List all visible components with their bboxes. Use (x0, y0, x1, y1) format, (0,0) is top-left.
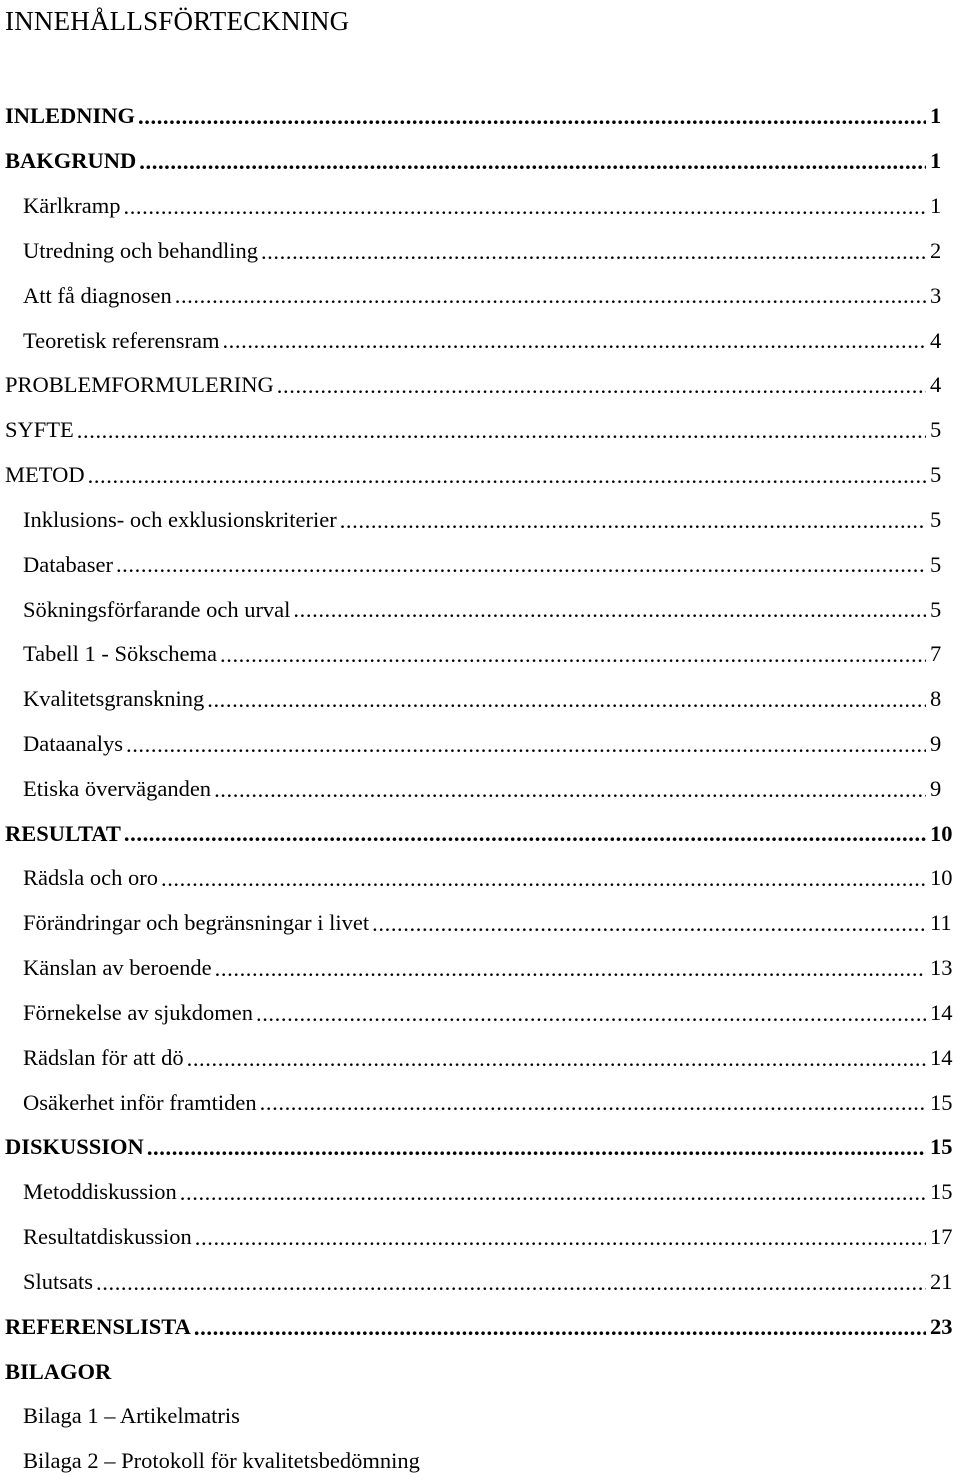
toc-entry[interactable] (0, 766, 960, 811)
page-title: INNEHÅLLSFÖRTECKNING (5, 6, 350, 36)
toc-entry[interactable] (0, 901, 960, 946)
toc-entry-page-number: 15 (930, 1089, 953, 1115)
toc-entry-page-number: 14 (930, 1044, 953, 1070)
toc-entry-page-number: 15 (930, 1134, 953, 1160)
toc-entry-page-number: 10 (930, 865, 953, 891)
toc-entry-label: PROBLEMFORMULERING (5, 372, 274, 398)
toc-entry[interactable] (0, 363, 960, 408)
toc-dot-leader (215, 958, 926, 981)
toc-dot-leader (175, 285, 926, 308)
toc-entry-label: Förnekelse av sjukdomen (23, 999, 253, 1025)
toc-entry-page-number: 23 (930, 1313, 953, 1339)
toc-entry-label: Metoddiskussion (23, 1179, 177, 1205)
toc-entry[interactable] (0, 856, 960, 901)
toc-entry-label: Utredning och behandling (23, 237, 258, 263)
toc-entry-page-number: 1 (930, 148, 942, 174)
toc-dot-leader (147, 1137, 926, 1160)
toc-entry[interactable] (0, 632, 960, 677)
toc-dot-leader (222, 330, 926, 353)
toc-entry-page-number: 17 (930, 1224, 953, 1250)
toc-entry-page-number: 13 (930, 955, 953, 981)
toc-entry-page-number: 4 (930, 327, 942, 353)
toc-entry[interactable] (0, 273, 960, 318)
toc-dot-leader (194, 1317, 926, 1340)
toc-entry-page-number: 11 (930, 910, 952, 936)
toc-entry-label: Bilaga 1 – Artikelmatris (23, 1403, 240, 1429)
toc-entry[interactable] (0, 1349, 960, 1394)
toc-dot-leader (340, 510, 926, 533)
toc-entry-page-number: 21 (930, 1268, 953, 1294)
toc-dot-leader (187, 1048, 926, 1071)
toc-dot-leader (256, 1003, 926, 1026)
toc-dot-leader (123, 196, 926, 219)
toc-entry[interactable] (0, 811, 960, 856)
toc-entry[interactable] (0, 408, 960, 453)
toc-entry[interactable] (0, 318, 960, 363)
toc-entry[interactable] (0, 542, 960, 587)
table-of-contents (0, 94, 960, 1484)
toc-dot-leader (77, 420, 926, 443)
toc-entry-page-number: 1 (930, 103, 942, 129)
toc-entry[interactable] (0, 228, 960, 273)
toc-entry-page-number: 5 (930, 417, 942, 443)
toc-entry[interactable] (0, 1394, 960, 1439)
toc-entry[interactable] (0, 453, 960, 498)
toc-entry-label: Att få diagnosen (23, 282, 172, 308)
toc-entry-label: Känslan av beroende (23, 955, 212, 981)
toc-entry[interactable] (0, 722, 960, 767)
toc-dot-leader (261, 241, 926, 264)
toc-entry[interactable] (0, 1170, 960, 1215)
toc-dot-leader (126, 734, 926, 757)
toc-entry-page-number: 9 (930, 775, 942, 801)
toc-dot-leader (372, 913, 926, 936)
toc-entry[interactable] (0, 587, 960, 632)
toc-entry[interactable] (0, 1125, 960, 1170)
toc-entry-label: Resultatdiskussion (23, 1224, 192, 1250)
toc-entry[interactable] (0, 677, 960, 722)
toc-entry[interactable] (0, 1260, 960, 1305)
toc-dot-leader (214, 779, 926, 802)
toc-entry[interactable] (0, 991, 960, 1036)
toc-entry[interactable] (0, 1439, 960, 1484)
toc-entry[interactable] (0, 1215, 960, 1260)
toc-dot-leader (96, 1272, 926, 1295)
toc-entry-label: REFERENSLISTA (5, 1313, 191, 1339)
toc-entry-label: BILAGOR (5, 1358, 112, 1384)
toc-entry-label: RESULTAT (5, 820, 121, 846)
toc-entry-page-number: 5 (930, 551, 942, 577)
toc-dot-leader (139, 151, 926, 174)
toc-entry-label: Slutsats (23, 1268, 94, 1294)
toc-entry-label: Tabell 1 - Sökschema (23, 641, 217, 667)
toc-entry-label: METOD (5, 462, 85, 488)
toc-entry-page-number: 8 (930, 686, 942, 712)
toc-entry-page-number: 1 (930, 193, 942, 219)
toc-entry-label: SYFTE (5, 417, 74, 443)
toc-entry-page-number: 7 (930, 641, 942, 667)
toc-entry-page-number: 15 (930, 1179, 953, 1205)
toc-entry-page-number: 5 (930, 506, 942, 532)
toc-entry-label: Osäkerhet inför framtiden (23, 1089, 257, 1115)
toc-entry-label: Rädsla och oro (23, 865, 158, 891)
toc-entry-label: Inklusions- och exklusionskriterier (23, 506, 337, 532)
toc-dot-leader (161, 868, 926, 891)
toc-entry-page-number: 2 (930, 237, 942, 263)
toc-entry[interactable] (0, 1035, 960, 1080)
toc-entry-page-number: 4 (930, 372, 942, 398)
toc-dot-leader (207, 689, 926, 712)
toc-dot-leader (138, 106, 926, 129)
toc-entry[interactable] (0, 1080, 960, 1125)
toc-entry[interactable] (0, 94, 960, 139)
toc-dot-leader (277, 375, 926, 398)
toc-entry-label: Sökningsförfarande och urval (23, 596, 291, 622)
toc-entry-label: Förändringar och begränsningar i livet (23, 910, 370, 936)
toc-entry-label: Rädslan för att dö (23, 1044, 184, 1070)
toc-entry[interactable] (0, 1304, 960, 1349)
toc-entry-label: Dataanalys (23, 731, 123, 756)
toc-entry-label: DISKUSSION (5, 1134, 144, 1160)
toc-entry-page-number: 5 (930, 596, 942, 622)
toc-entry-label: Kärlkramp (23, 193, 121, 219)
toc-entry[interactable] (0, 184, 960, 229)
toc-dot-leader (116, 554, 926, 577)
toc-entry-page-number: 14 (930, 999, 953, 1025)
toc-entry-page-number: 10 (930, 820, 953, 846)
toc-entry[interactable] (0, 946, 960, 991)
toc-entry[interactable] (0, 139, 960, 184)
toc-entry-page-number: 9 (930, 731, 942, 756)
toc-dot-leader (124, 823, 926, 846)
toc-entry-label: Bilaga 2 – Protokoll för kvalitetsbedömning (23, 1448, 420, 1474)
toc-dot-leader (293, 599, 926, 622)
toc-entry-page-number: 3 (930, 282, 942, 308)
toc-entry-label: INLEDNING (5, 103, 136, 129)
toc-entry-label: Databaser (23, 551, 113, 577)
toc-dot-leader (220, 644, 926, 667)
toc-entry-label: BAKGRUND (5, 148, 137, 174)
toc-dot-leader (88, 465, 926, 488)
toc-entry-label: Kvalitetsgranskning (23, 686, 205, 712)
toc-entry[interactable] (0, 497, 960, 542)
toc-entry-label: Etiska överväganden (23, 775, 212, 801)
toc-dot-leader (260, 1092, 926, 1115)
toc-entry-page-number: 5 (930, 462, 942, 488)
toc-dot-leader (180, 1182, 926, 1205)
toc-entry-label: Teoretisk referensram (23, 327, 220, 353)
toc-dot-leader (195, 1227, 926, 1250)
